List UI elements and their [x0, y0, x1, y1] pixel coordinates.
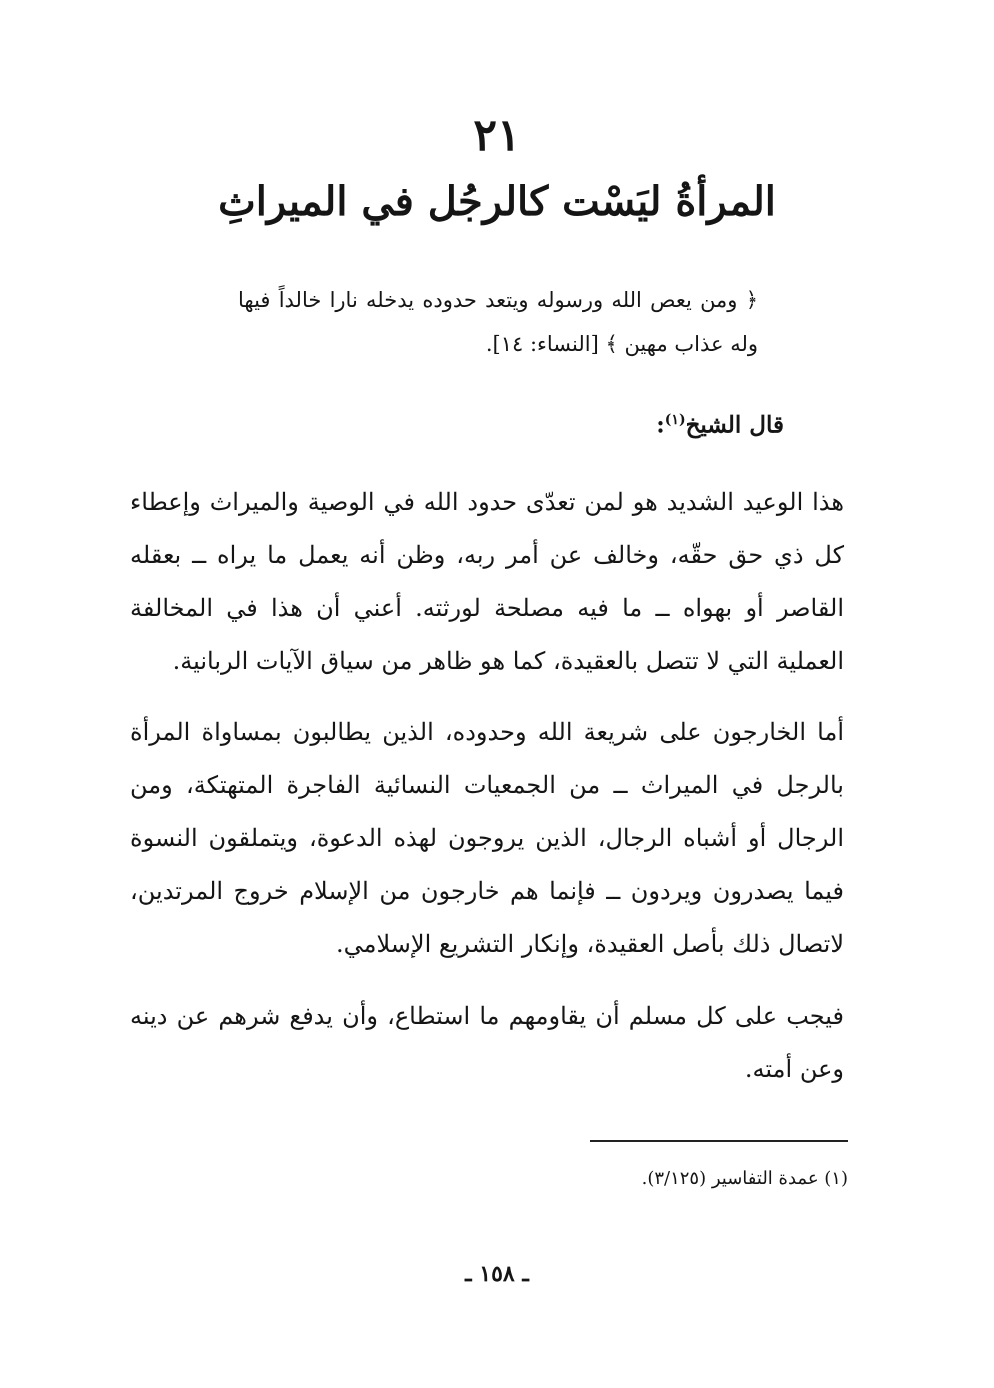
chapter-number: ٢١ — [473, 110, 521, 161]
page-number: ـ ١٥٨ ـ — [465, 1261, 529, 1287]
footnote: (١) عمدة التفاسير (٣/١٢٥). — [641, 1168, 848, 1189]
footnote-reference: (١) — [664, 412, 686, 428]
body-paragraph: أما الخارجون على شريعة الله وحدوده، الذين يطالبون بمساواة المرأة بالرجل في الميراث ــ من الجمعيات النسائية الفاجرة المتهتكة، ومن الرجال أو أشباه الرجال، الذين يروجون لهذه الدعوة، ويتملقون النسوة فيما يصدرون ويردون ــ فإنما هم خارجون من الإسلام خروج المرتدين، لاتصال ذلك بأصل العقيدة، وإنكار التشريع الإسلامي. — [130, 718, 844, 958]
body-paragraph: فيجب على كل مسلم أن يقاومهم ما استطاع، وأن يدفع شرهم عن دينه وعن أمته. — [130, 1002, 844, 1083]
speaker-heading — [656, 398, 784, 448]
body-paragraph: هذا الوعيد الشديد هو لمن تعدّى حدود الله في الوصية والميراث وإعطاء كل ذي حق حقّه، وخالف عن أمر ربه، وظن أنه يعمل ما يراه ــ بعقله القاصر أو بهواه ــ ما فيه مصلحة لورثته. أعني أن هذا في المخالفة العملية التي لا تتصل بالعقيدة، كما هو ظاهر من سياق الآيات الربانية. — [130, 488, 844, 675]
footnote-divider — [590, 1140, 848, 1142]
speaker-label: قال الشيخ — [685, 411, 784, 439]
quran-verse: ﴿ ومن يعص الله ورسوله ويتعد حدوده يدخله نارا خالداً فيها وله عذاب مهين ﴾ [النساء: ١٤]. — [238, 288, 758, 356]
speaker-colon: : — [656, 411, 665, 439]
chapter-title: المرأةُ ليَسْت كالرجُل في الميراثِ — [218, 178, 776, 225]
